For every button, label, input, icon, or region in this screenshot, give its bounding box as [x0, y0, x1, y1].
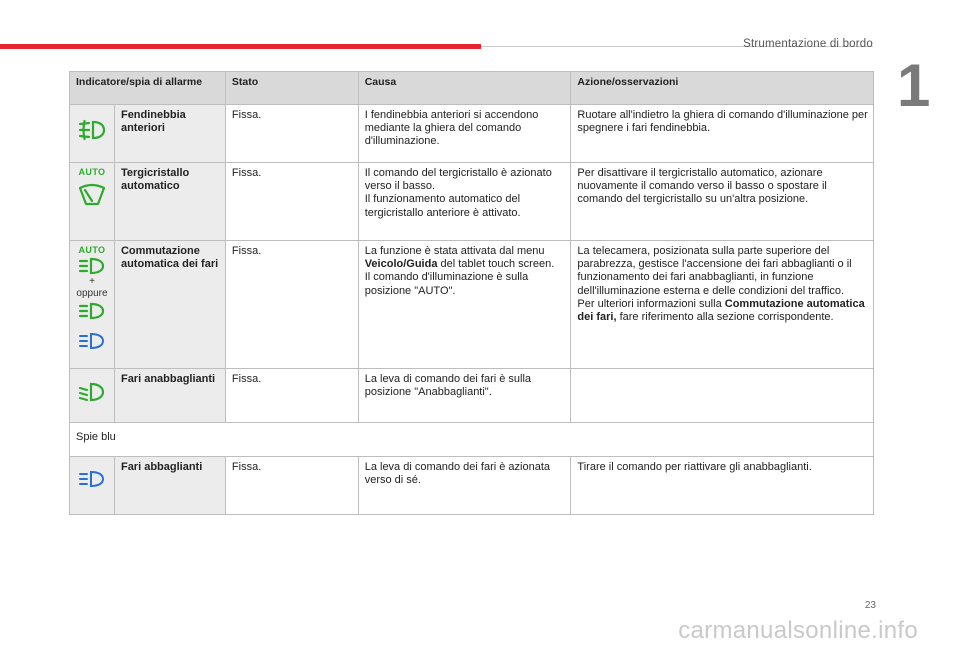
auto-label: AUTO	[78, 245, 106, 255]
table-row	[70, 457, 874, 515]
table-row	[70, 163, 874, 241]
plus-sign: +	[89, 276, 95, 287]
header-indicator: Indicatore/spia di allarme	[70, 72, 226, 105]
cause-text: La funzione è stata attivata dal menu	[364, 245, 545, 257]
page-number: 23	[864, 600, 876, 611]
automatic-high-beam-alt-icon	[77, 301, 107, 321]
chapter-number: 1	[897, 52, 931, 119]
table-row	[70, 105, 874, 163]
automatic-high-beam-icon	[77, 256, 107, 276]
row-action: Tirare il comando per riattivare gli anabbaglianti.	[571, 457, 874, 515]
section-label: Spie blu	[70, 423, 874, 457]
row-status: Fissa.	[225, 457, 358, 515]
row-cause	[358, 241, 571, 369]
table-header-row	[70, 72, 874, 105]
table-row	[70, 241, 874, 369]
warning-lamps-table	[69, 71, 874, 515]
row-status: Fissa.	[225, 241, 358, 369]
row-cause: La leva di comando dei fari è sulla posizione "Anabbaglianti".	[358, 369, 571, 423]
header-action: Azione/osservazioni	[571, 72, 874, 105]
row-cause: La leva di comando dei fari è azionata verso di sé.	[358, 457, 571, 515]
automatic-wiper-icon	[77, 181, 107, 207]
dipped-beam-icon	[77, 381, 107, 403]
icon-cell	[70, 369, 115, 423]
watermark: carmanualsonline.info	[678, 617, 918, 644]
icon-cell	[70, 105, 115, 163]
section-reference: Commutazione automatica dei fari,	[577, 297, 865, 324]
row-name: Fari anabbaglianti	[114, 369, 225, 423]
row-cause: Il comando del tergicristallo è azionato verso il basso. Il funzionamento automatico del tergicristallo anteriore è attivato.	[358, 163, 571, 241]
main-beam-icon	[77, 469, 107, 489]
row-name: Commutazione automatica dei fari	[114, 241, 225, 369]
icon-cell	[70, 163, 115, 241]
row-action	[571, 241, 874, 369]
icon-cell	[70, 241, 115, 369]
icon-cell	[70, 457, 115, 515]
header-accent-bar	[0, 44, 481, 49]
section-title: Strumentazione di bordo	[743, 38, 873, 50]
row-status: Fissa.	[225, 105, 358, 163]
header-cause: Causa	[358, 72, 571, 105]
action-text-cont: fare riferimento alla sezione corrispondente.	[616, 311, 834, 324]
cause-text-cont: del tablet touch screen. Il comando d'illuminazione è sulla posizione "AUTO".	[364, 258, 555, 297]
action-text: La telecamera, posizionata sulla parte superiore del parabrezza, gestisce l'accensione dei fari abbaglianti o il funzionamento dei fari anabbaglianti, in funzione dell'illuminazione esterna e delle condizioni del traffico. Per ulteriori informazioni sulla	[577, 245, 852, 310]
row-status: Fissa.	[225, 163, 358, 241]
high-beam-blue-icon	[77, 331, 107, 351]
or-label: oppure	[76, 288, 108, 299]
row-action: Per disattivare il tergicristallo automatico, azionare nuovamente il comando verso il basso o spostare il comando del tergicristallo su un'altra posizione.	[571, 163, 874, 241]
row-status: Fissa.	[225, 369, 358, 423]
auto-label: AUTO	[78, 167, 106, 177]
row-action	[571, 369, 874, 423]
header-status: Stato	[225, 72, 358, 105]
row-cause: I fendinebbia anteriori si accendono mediante la ghiera del comando d'illuminazione.	[358, 105, 571, 163]
table-row	[70, 369, 874, 423]
section-row	[70, 423, 874, 457]
menu-reference: Veicolo/Guida	[364, 258, 438, 271]
row-name: Fari abbaglianti	[114, 457, 225, 515]
row-action: Ruotare all'indietro la ghiera di comando d'illuminazione per spegnere i fari fendinebbia.	[571, 105, 874, 163]
row-name: Fendinebbia anteriori	[114, 105, 225, 163]
row-name: Tergicristallo automatico	[114, 163, 225, 241]
front-fog-lamp-icon	[77, 117, 107, 143]
